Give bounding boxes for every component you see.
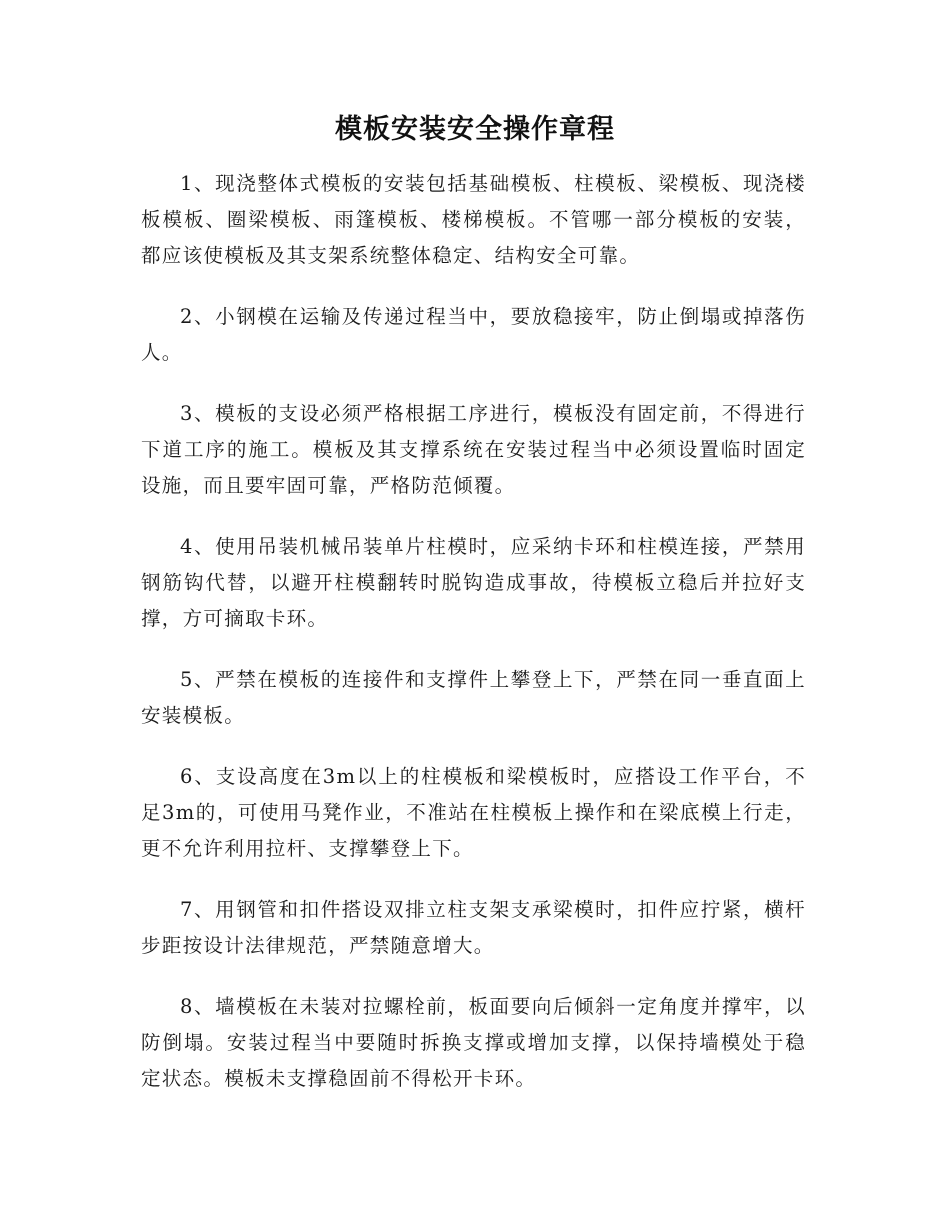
paragraph-2: 2、小钢模在运输及传递过程当中，要放稳接牢，防止倒塌或掉落伤人。 <box>141 305 806 364</box>
document-title: 模板安装安全操作章程 <box>335 114 615 145</box>
paragraph-8: 8、墙模板在未装对拉螺栓前，板面要向后倾斜一定角度并撑牢，以防倒塌。安装过程当中要随时拆换支撑或增加支撑，以保持墙模处于稳定状态。模板未支撑稳固前不得松开卡环。 <box>141 995 806 1090</box>
paragraph-1: 1、现浇整体式模板的安装包括基础模板、柱模板、梁模板、现浇楼板模板、圈梁模板、雨篷模板、楼梯模板。不管哪一部分模板的安装，都应该使模板及其支架系统整体稳定、结构安全可靠。 <box>141 172 806 267</box>
paragraph-7: 7、用钢管和扣件搭设双排立柱支架支承梁模时，扣件应拧紧，横杆步距按设计法律规范，严禁随意增大。 <box>141 898 806 957</box>
paragraph-5: 5、严禁在模板的连接件和支撑件上攀登上下，严禁在同一垂直面上安装模板。 <box>141 668 806 727</box>
document-body <box>141 166 806 1122</box>
paragraph-4: 4、使用吊装机械吊装单片柱模时，应采纳卡环和柱模连接，严禁用钢筋钩代替，以避开柱模翻转时脱钩造成事故，待模板立稳后并拉好支撑，方可摘取卡环。 <box>141 535 806 630</box>
paragraph-6: 6、支设高度在3m以上的柱模板和梁模板时，应搭设工作平台，不足3m的，可使用马凳作业，不准站在柱模板上操作和在梁底模上行走，更不允许利用拉杆、支撑攀登上下。 <box>141 765 806 860</box>
paragraph-3: 3、模板的支设必须严格根据工序进行，模板没有固定前，不得进行下道工序的施工。模板及其支撑系统在安装过程当中必须设置临时固定设施，而且要牢固可靠，严格防范倾覆。 <box>141 402 806 497</box>
